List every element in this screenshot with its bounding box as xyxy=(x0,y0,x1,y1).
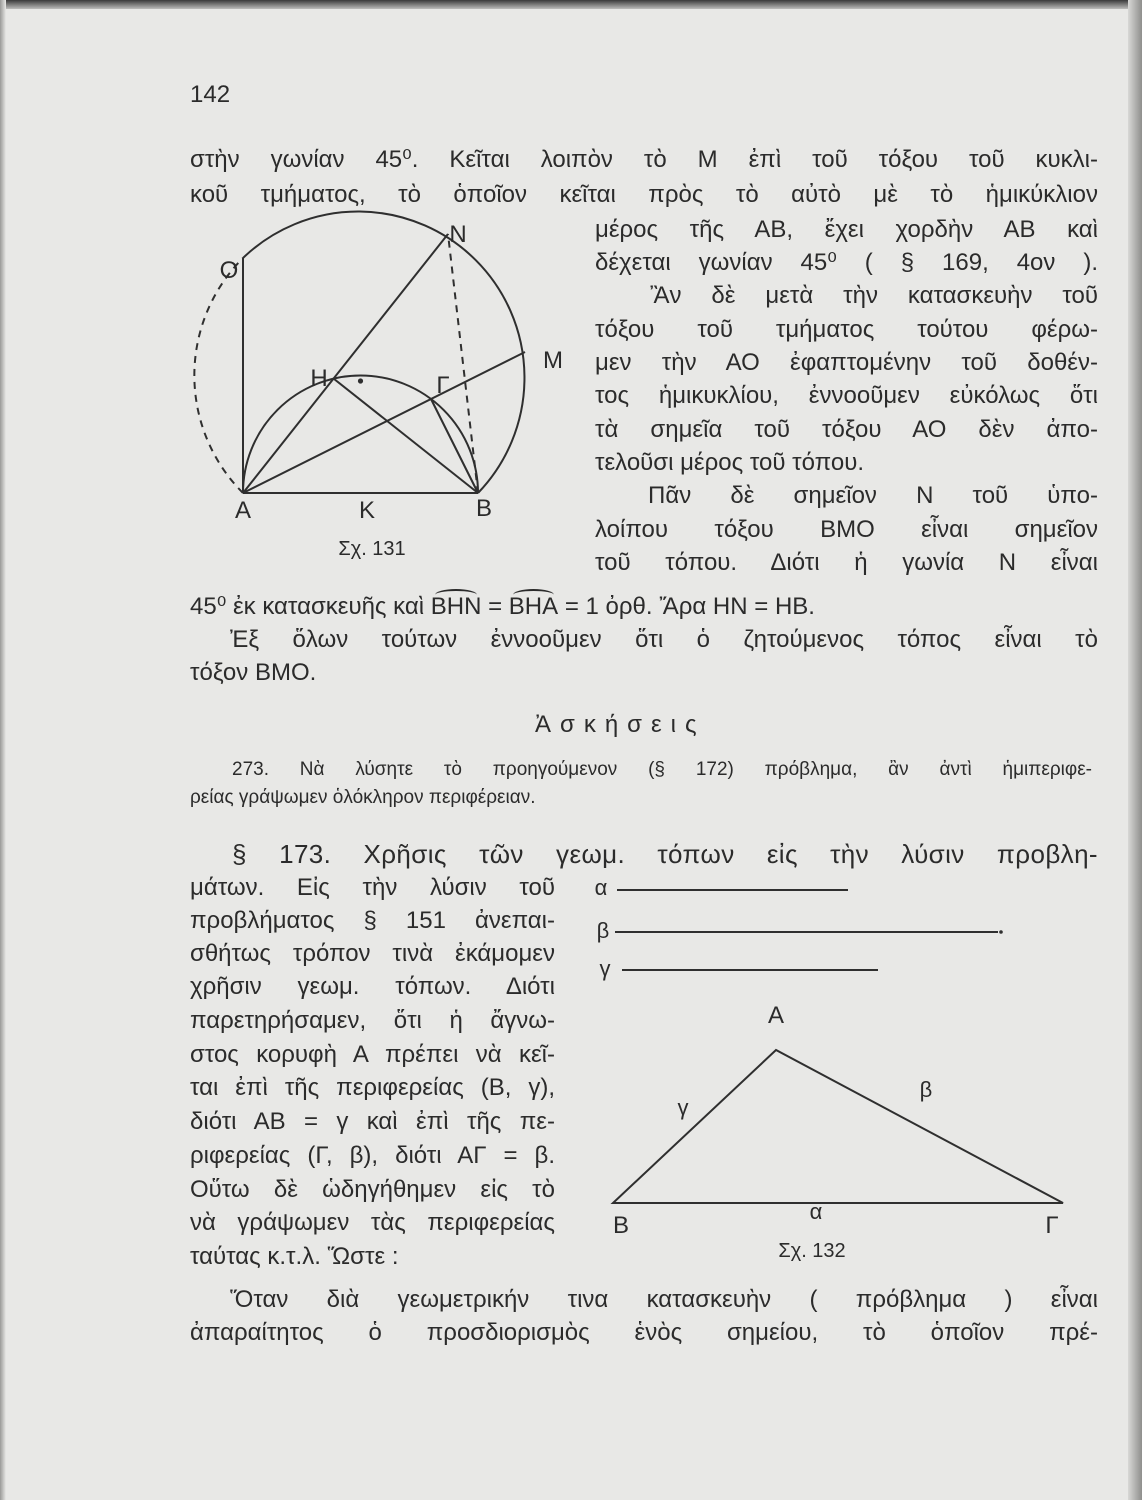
figure-132 xyxy=(595,875,1063,1262)
text-line: Ἐξ ὅλων τούτων ἐννοοῦμεν ὅτι ὁ ζητούμενος τόπος εἶναι τὸ xyxy=(230,626,1098,653)
line-bg xyxy=(431,399,478,493)
text-line: σθήτως τρόπον τινὰ ἐκάμομεν xyxy=(190,940,555,967)
center-point xyxy=(358,378,363,383)
page-number: 142 xyxy=(190,81,231,108)
text-line: Πᾶν δὲ σημεῖον Ν τοῦ ὑπο- xyxy=(648,482,1098,509)
point-label-n: Ν xyxy=(449,221,467,248)
text-line: μάτων. Εἰς τὴν λύσιν τοῦ xyxy=(190,874,555,901)
text-line: ται ἐπὶ τῆς περιφερείας (Β, γ), xyxy=(190,1074,555,1101)
text-line: Οὕτω δὲ ὡδηγήθημεν εἰς τὸ xyxy=(190,1176,555,1203)
angle-bha: ΒΗΑ xyxy=(509,590,558,623)
point-label-m: Μ xyxy=(543,347,563,374)
text-line: χρῆσιν γεωμ. τόπων. Διότι xyxy=(190,973,555,1000)
point-label-h: Η xyxy=(310,365,328,392)
point-label-b: Β xyxy=(475,495,493,522)
text-line: ριφερείας (Γ, β), διότι ΑΓ = β. xyxy=(190,1142,555,1169)
point-label-k: Κ xyxy=(358,497,376,524)
exercise-text-line: ρείας γράψωμεν ὁλόκληρον περιφέρειαν. xyxy=(190,787,536,808)
triangle-abg xyxy=(613,1050,1063,1203)
vertex-label-b: Β xyxy=(612,1212,630,1239)
text-line: τοῦ τόπου. Διότι ἡ γωνία Ν εἶναι xyxy=(595,549,1098,576)
text-line: Ὅταν διὰ γεωμετρικήν τινα κατασκευὴν ( πρόβλημα ) εἶναι xyxy=(230,1286,1098,1313)
side-label-alpha: α xyxy=(809,1199,823,1224)
text-line: διότι ΑΒ = γ καὶ ἐπὶ τῆς πε- xyxy=(190,1108,555,1135)
text-fragment: 45⁰ ἐκ κατασκευῆς καὶ xyxy=(190,593,425,620)
line-am xyxy=(243,352,525,493)
text-line: τος ἡμικυκλίου, ἐννοοῦμεν εὐκόλως ὅτι xyxy=(595,382,1098,409)
angle-bhn: ΒΗΝ xyxy=(431,590,482,623)
equals-sign: = xyxy=(488,593,503,620)
text-line: παρετηρήσαμεν, ὅτι ἡ ἄγνω- xyxy=(190,1007,555,1034)
line-an xyxy=(243,234,448,493)
line-bn-dashed xyxy=(448,234,478,493)
text-line: ἀπαραίτητος ὁ προσδιορισμὸς ἑνὸς σημείου, τὸ ὁποῖον πρέ- xyxy=(190,1319,1098,1346)
text-line: λοίπου τόξου ΒΜΟ εἶναι σημεῖον xyxy=(595,516,1098,543)
point-label-o: Ο xyxy=(219,257,239,284)
text-line: μέρος τῆς ΑΒ, ἔχει χορδὴν ΑΒ καὶ xyxy=(595,216,1098,243)
text-line: μεν τὴν ΑΟ ἐφαπτομένην τοῦ δοθέν- xyxy=(595,349,1098,376)
text-line: δέχεται γωνίαν 45⁰ ( § 169, 4ον ). xyxy=(595,249,1098,276)
text-line: ταύτας κ.τ.λ. Ὥστε : xyxy=(190,1243,399,1270)
exercise-text-line: 273. Νὰ λύσητε τὸ προηγούμενον (§ 172) πρόβλημα, ἂν ἀντὶ ἡμιπεριφε- xyxy=(232,759,1092,780)
text-line: τὰ σημεῖα τοῦ τόξου ΑΟ δὲν ἀπο- xyxy=(595,416,1098,443)
segment-beta-end-dot xyxy=(999,930,1003,934)
text-line: στὴν γωνίαν 45⁰. Κεῖται λοιπὸν τὸ Μ ἐπὶ τοῦ τόξου τοῦ κυκλι- xyxy=(190,146,1098,173)
text-fragment: = 1 ὀρθ. Ἄρα ΗΝ = ΗΒ. xyxy=(564,593,815,620)
side-label-gamma: γ xyxy=(677,1095,689,1120)
text-line: κοῦ τμήματος, τὸ ὁποῖον κεῖται πρὸς τὸ αὐτὸ μὲ τὸ ἡμικύκλιον xyxy=(190,181,1098,208)
exercises-heading: Ἀσκήσεις xyxy=(535,711,706,738)
arc-ao-dashed xyxy=(194,258,243,493)
arc-omb xyxy=(243,212,524,493)
section-heading: § 173. Χρῆσις τῶν γεωμ. τόπων εἰς τὴν λύσιν προβλη- xyxy=(232,839,1098,869)
text-line: τόξον ΒΜΟ. xyxy=(190,659,317,686)
vertex-label-g: Γ xyxy=(1045,1212,1059,1239)
point-label-a: Α xyxy=(234,497,252,524)
text-line: προβλήματος § 151 ἀνεπαι- xyxy=(190,907,555,934)
figure-131 xyxy=(194,212,563,560)
vertex-label-a: Α xyxy=(767,1002,785,1029)
text-line: Ἂν δὲ μετὰ τὴν κατασκευὴν τοῦ xyxy=(650,282,1098,309)
point-label-g: Γ xyxy=(436,372,450,399)
segment-label-beta: β xyxy=(596,918,610,943)
text-line: τόξου τοῦ τμήματος τούτου φέρω- xyxy=(595,316,1098,343)
segment-label-gamma: γ xyxy=(599,956,611,981)
figure-caption: Σχ. 132 xyxy=(778,1240,846,1262)
segment-label-alpha: α xyxy=(594,875,608,900)
side-label-beta: β xyxy=(919,1077,933,1102)
text-line: στος κορυφὴ Α πρέπει νὰ κεῖ- xyxy=(190,1041,555,1068)
text-line: νὰ γράψωμεν τὰς περιφερείας xyxy=(190,1209,555,1236)
text-line: τελοῦσι μέρος τοῦ τόπου. xyxy=(595,449,864,476)
figure-caption: Σχ. 131 xyxy=(338,538,406,560)
